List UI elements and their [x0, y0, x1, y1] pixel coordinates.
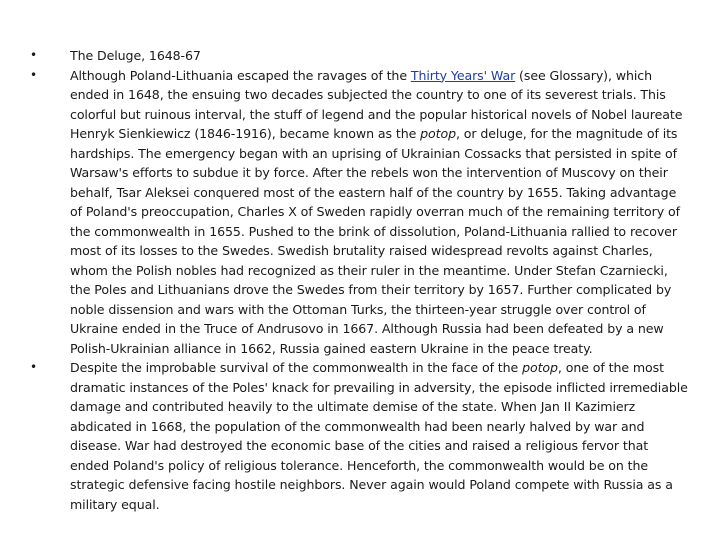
potop-term: potop [522, 360, 558, 375]
paragraph-text [70, 360, 688, 512]
bullet-item-paragraph-2 [30, 358, 690, 514]
paragraph-1-part-2: , or deluge, for the magnitude of its hardships. The emergency began with an uprising of Ukrainian Cossacks that persisted in spite of Warsaw's efforts to subdue it by force. After the rebels won the intervention of Muscovy on their behalf, Tsar Aleksei conquered most of the eastern half of the country by 1655. Taking advantage of Poland's preoccupation, Charles X of Sweden rapidly overran much of the remaining territory of the commonwealth in 1655. Pushed to the brink of dissolution, Poland-Lithuania rallied to recover most of its losses to the Swedes. Swedish brutality raised widespread revolts against Charles, whom the Polish nobles had recognized as their ruler in the meantime. Under Stefan Czarniecki, the Poles and Lithuanians drove the Swedes from their territory by 1657. Further complicated by noble dissension and wars with the Ottoman Turks, the thirteen-year struggle over control of Ukraine ended in the Truce of Andrusovo in 1667. Although Russia had been defeated by a new Polish-Ukrainian alliance in 1662, Russia gained eastern Ukraine in the peace treaty. [70, 126, 680, 356]
paragraph-2-part-2: , one of the most dramatic instances of the Poles' knack for prevailing in adversity, the episode inflicted irremediable damage and contributed heavily to the ultimate demise of the state. When Jan II Kazimierz abdicated in 1668, the population of the commonwealth had been nearly halved by war and disease. War had destroyed the economic base of the cities and raised a religious fervor that ended Poland's policy of religious tolerance. Henceforth, the commonwealth would be on the strategic defensive facing hostile neighbors. Never again would Poland compete with Russia as a military equal. [70, 360, 688, 512]
bullet-icon: • [30, 67, 37, 82]
paragraph-1-part-1: (see Glossary), which ended in 1648, the ensuing two decades subjected the country to one of its severest trials. This colorful but ruinous interval, the stuff of legend and the popular historical novels of Nobel laureate Henryk Sienkiewicz (1846-1916), became known as the [70, 67, 683, 141]
bullet-icon: • [30, 360, 37, 374]
section-title: The Deluge, 1648-67 [70, 48, 201, 63]
bullet-item-title [30, 46, 690, 66]
bullet-item-paragraph-1 [30, 66, 690, 359]
paragraph-text [70, 68, 682, 356]
bullet-icon: • [30, 48, 37, 62]
potop-term: potop [420, 126, 456, 141]
paragraph-2-part-1: Despite the improbable survival of the commonwealth in the face of the [70, 360, 523, 375]
thirty-years-war-link[interactable]: Thirty Years' War [410, 67, 516, 83]
paragraph-1-intro: Although Poland-Lithuania escaped the ravages of the [70, 67, 411, 83]
bullet-list [30, 46, 690, 514]
